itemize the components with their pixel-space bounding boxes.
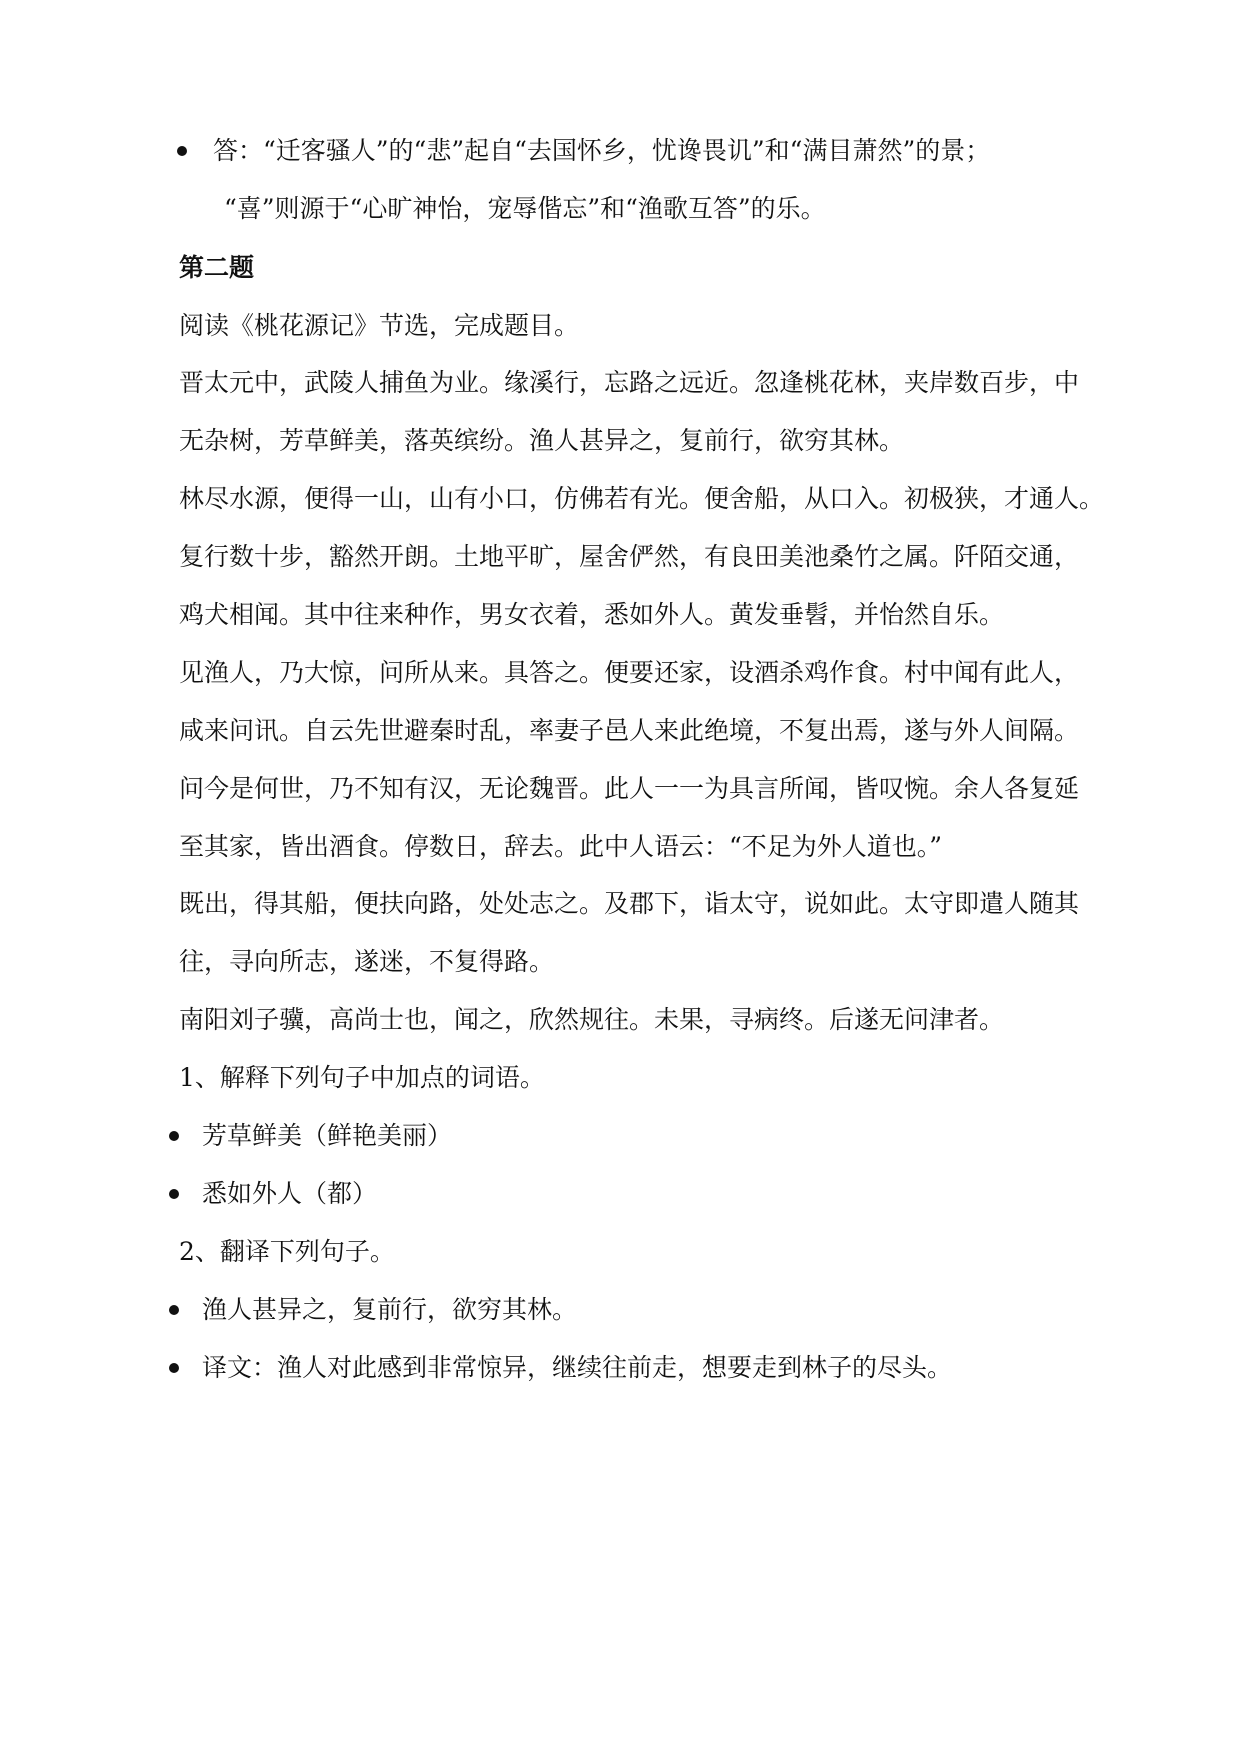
question-1-item: 悉如外人（都）	[202, 1179, 378, 1208]
passage-line: 南阳刘子骥，高尚士也，闻之，欣然规往。未果，寻病终。后遂无问津者。	[179, 1005, 1005, 1034]
passage-line: 既出，得其船，便扶向路，处处志之。及郡下，诣太守，说如此。太守即遣人随其	[179, 889, 1080, 918]
instruction-text: 阅读《桃花源记》节选，完成题目。	[179, 311, 580, 340]
passage-line: 林尽水源，便得一山，山有小口，仿佛若有光。便舍船，从口入。初极狭，才通人。	[179, 484, 1105, 513]
question-1-item: 芳草鲜美（鲜艳美丽）	[202, 1121, 453, 1150]
answer-line-2: “喜”则源于“心旷神怡，宠辱偕忘”和“渔歌互答”的乐。	[224, 194, 826, 223]
answer-line-1: 答：“迁客骚人”的“悲”起自“去国怀乡，忧谗畏讥”和“满目萧然”的景；	[213, 136, 991, 165]
question-1-title: 1、解释下列句子中加点的词语。	[179, 1063, 545, 1092]
passage-line: 复行数十步，豁然开朗。土地平旷，屋舍俨然，有良田美池桑竹之属。阡陌交通，	[179, 542, 1080, 571]
question-2-item: 译文：渔人对此感到非常惊异，继续往前走，想要走到林子的尽头。	[202, 1353, 953, 1382]
passage-line: 见渔人，乃大惊，问所从来。具答之。便要还家，设酒杀鸡作食。村中闻有此人，	[179, 658, 1080, 687]
passage-line: 问今是何世，乃不知有汉，无论魏晋。此人一一为具言所闻，皆叹惋。余人各复延	[179, 774, 1080, 803]
question-2-item: 渔人甚异之，复前行，欲穷其林。	[202, 1295, 578, 1324]
passage-line: 至其家，皆出酒食。停数日，辞去。此中人语云：“不足为外人道也。”	[179, 832, 943, 861]
passage-line: 往，寻向所志，遂迷，不复得路。	[179, 947, 555, 976]
passage-line: 鸡犬相闻。其中往来种作，男女衣着，悉如外人。黄发垂髫，并怡然自乐。	[179, 600, 1005, 629]
bullet-icon	[169, 1363, 179, 1373]
bullet-icon	[169, 1131, 179, 1141]
passage-line: 咸来问讯。自云先世避秦时乱，率妻子邑人来此绝境，不复出焉，遂与外人间隔。	[179, 716, 1080, 745]
bullet-icon	[169, 1305, 179, 1315]
bullet-icon	[169, 1189, 179, 1199]
passage-line: 晋太元中，武陵人捕鱼为业。缘溪行，忘路之远近。忽逢桃花林，夹岸数百步，中	[179, 368, 1080, 397]
question-2-title: 2、翻译下列句子。	[179, 1237, 395, 1266]
section-heading: 第二题	[179, 253, 255, 282]
passage-line: 无杂树，芳草鲜美，落英缤纷。渔人甚异之，复前行，欲穷其林。	[179, 426, 905, 455]
bullet-icon	[177, 146, 187, 156]
